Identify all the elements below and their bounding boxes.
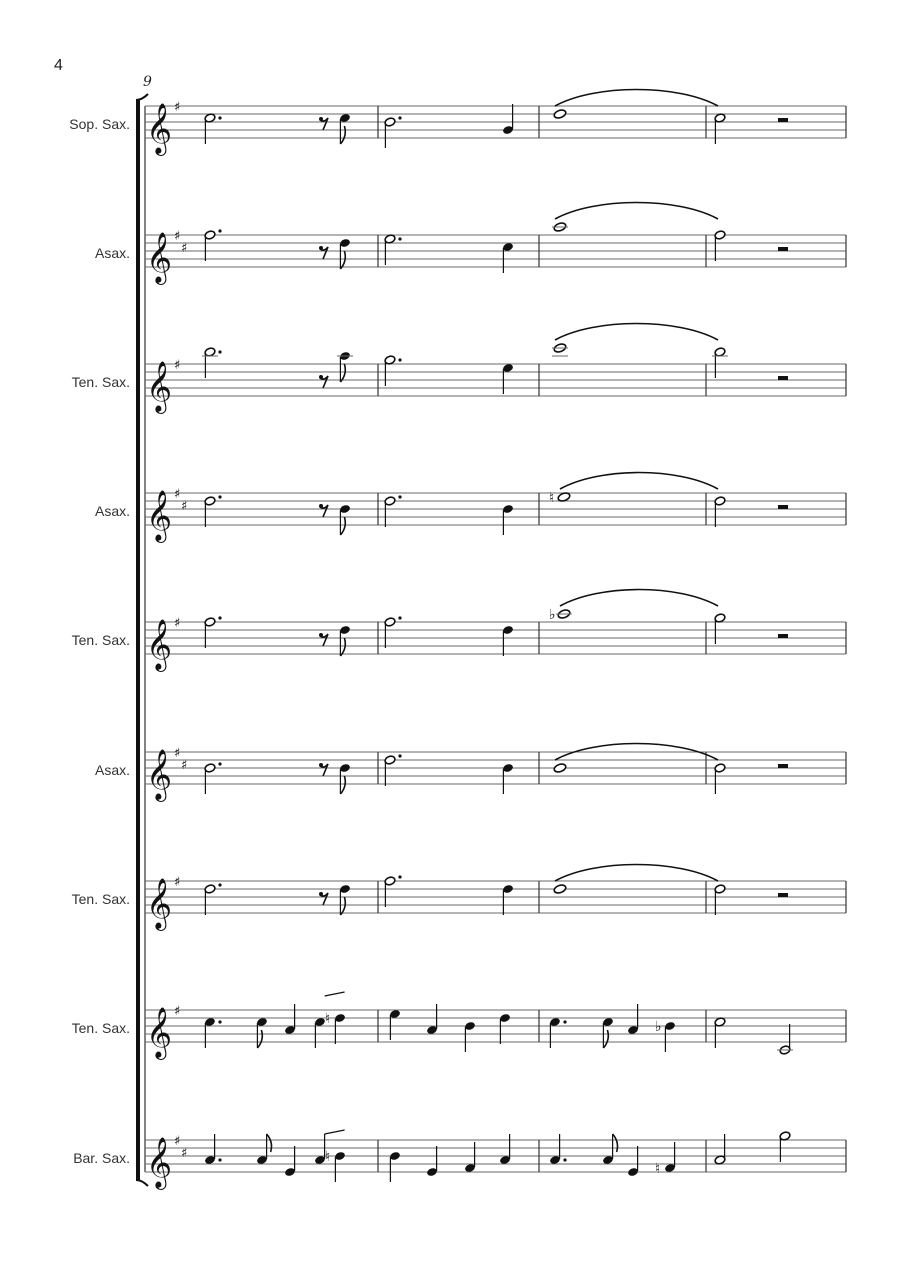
half-rest-icon bbox=[778, 118, 788, 122]
natural-icon: ♮ bbox=[325, 1011, 331, 1027]
part-label-tenor-sax-4: Ten. Sax. bbox=[71, 1020, 130, 1036]
whole-note bbox=[553, 884, 567, 895]
augmentation-dot bbox=[218, 616, 221, 619]
eighth-rest-dot bbox=[319, 246, 323, 250]
tie-arc bbox=[555, 865, 718, 882]
treble-clef-icon: 𝄞 bbox=[146, 232, 173, 283]
eighth-flag bbox=[340, 364, 345, 382]
eighth-rest-dot bbox=[319, 375, 323, 379]
eighth-flag bbox=[267, 1134, 272, 1152]
sharp-icon: ♯ bbox=[174, 746, 181, 761]
part-label-tenor-sax-3: Ten. Sax. bbox=[71, 891, 130, 907]
natural-icon: ♮ bbox=[655, 1161, 661, 1177]
half-rest-icon bbox=[778, 247, 788, 251]
flat-icon: ♭ bbox=[655, 1019, 662, 1035]
treble-clef-icon: 𝄞 bbox=[146, 490, 173, 541]
tie-arc bbox=[560, 473, 718, 490]
treble-clef-icon: 𝄞 bbox=[146, 749, 173, 800]
augmentation-dot bbox=[218, 883, 221, 886]
eighth-rest-dot bbox=[319, 892, 323, 896]
part-label-tenor-sax-2: Ten. Sax. bbox=[71, 632, 130, 648]
treble-clef-icon: 𝄞 bbox=[146, 361, 173, 412]
sharp-icon: ♯ bbox=[181, 241, 188, 256]
augmentation-dot bbox=[398, 358, 401, 361]
system-bracket-top-hook bbox=[136, 94, 148, 100]
sharp-icon: ♯ bbox=[174, 1134, 181, 1149]
augmentation-dot bbox=[218, 1020, 221, 1023]
sharp-icon: ♯ bbox=[181, 499, 188, 514]
sharp-icon: ♯ bbox=[174, 358, 181, 373]
augmentation-dot bbox=[218, 762, 221, 765]
eighth-flag bbox=[340, 517, 345, 535]
half-rest-icon bbox=[778, 764, 788, 768]
augmentation-dot bbox=[218, 495, 221, 498]
part-label-alto-sax-3: Asax. bbox=[94, 762, 130, 778]
eighth-flag bbox=[613, 1134, 618, 1152]
treble-clef-icon: 𝄞 bbox=[146, 619, 173, 670]
eighth-flag bbox=[340, 126, 345, 144]
natural-icon: ♮ bbox=[549, 490, 555, 506]
part-label-alto-sax-2: Asax. bbox=[94, 503, 130, 519]
augmentation-dot bbox=[398, 116, 401, 119]
page-number: 4 bbox=[54, 57, 63, 74]
tie-arc bbox=[560, 590, 718, 607]
eighth-flag bbox=[340, 776, 345, 794]
tie-arc bbox=[555, 203, 718, 220]
tie-arc bbox=[555, 324, 718, 341]
half-rest-icon bbox=[778, 893, 788, 897]
eighth-flag bbox=[257, 1030, 262, 1048]
treble-clef-icon: 𝄞 bbox=[146, 103, 173, 154]
augmentation-dot bbox=[398, 616, 401, 619]
augmentation-dot bbox=[218, 350, 221, 353]
augmentation-dot bbox=[398, 237, 401, 240]
sharp-icon: ♯ bbox=[174, 1004, 181, 1019]
flat-icon: ♭ bbox=[549, 607, 556, 623]
sharp-icon: ♯ bbox=[174, 100, 181, 115]
half-rest-icon bbox=[778, 376, 788, 380]
eighth-beam bbox=[325, 1130, 345, 1134]
treble-clef-icon: 𝄞 bbox=[146, 1007, 173, 1058]
eighth-rest-dot bbox=[319, 504, 323, 508]
sharp-icon: ♯ bbox=[174, 616, 181, 631]
augmentation-dot bbox=[218, 1158, 221, 1161]
part-label-alto-sax-1: Asax. bbox=[94, 245, 130, 261]
sharp-icon: ♯ bbox=[174, 487, 181, 502]
part-label-soprano-sax: Sop. Sax. bbox=[69, 116, 130, 132]
half-rest-icon bbox=[778, 634, 788, 638]
augmentation-dot bbox=[218, 229, 221, 232]
whole-note bbox=[553, 763, 567, 774]
sharp-icon: ♯ bbox=[174, 229, 181, 244]
half-rest-icon bbox=[778, 505, 788, 509]
augmentation-dot bbox=[398, 754, 401, 757]
augmentation-dot bbox=[563, 1158, 566, 1161]
eighth-flag bbox=[340, 638, 345, 656]
measure-number: 9 bbox=[143, 74, 152, 90]
sharp-icon: ♯ bbox=[181, 1146, 188, 1161]
augmentation-dot bbox=[398, 495, 401, 498]
part-label-baritone-sax: Bar. Sax. bbox=[73, 1150, 130, 1166]
eighth-rest-dot bbox=[319, 117, 323, 121]
treble-clef-icon: 𝄞 bbox=[146, 1137, 173, 1188]
natural-icon: ♮ bbox=[325, 1149, 331, 1165]
eighth-flag bbox=[340, 897, 345, 915]
eighth-flag bbox=[603, 1030, 608, 1048]
augmentation-dot bbox=[563, 1020, 566, 1023]
eighth-rest-dot bbox=[319, 633, 323, 637]
treble-clef-icon: 𝄞 bbox=[146, 878, 173, 929]
augmentation-dot bbox=[218, 116, 221, 119]
part-label-tenor-sax-1: Ten. Sax. bbox=[71, 374, 130, 390]
tie-arc bbox=[555, 90, 718, 107]
sharp-icon: ♯ bbox=[174, 875, 181, 890]
eighth-rest-dot bbox=[319, 763, 323, 767]
eighth-beam bbox=[325, 992, 345, 996]
whole-note bbox=[553, 109, 567, 120]
eighth-flag bbox=[340, 251, 345, 269]
sharp-icon: ♯ bbox=[181, 758, 188, 773]
augmentation-dot bbox=[398, 875, 401, 878]
